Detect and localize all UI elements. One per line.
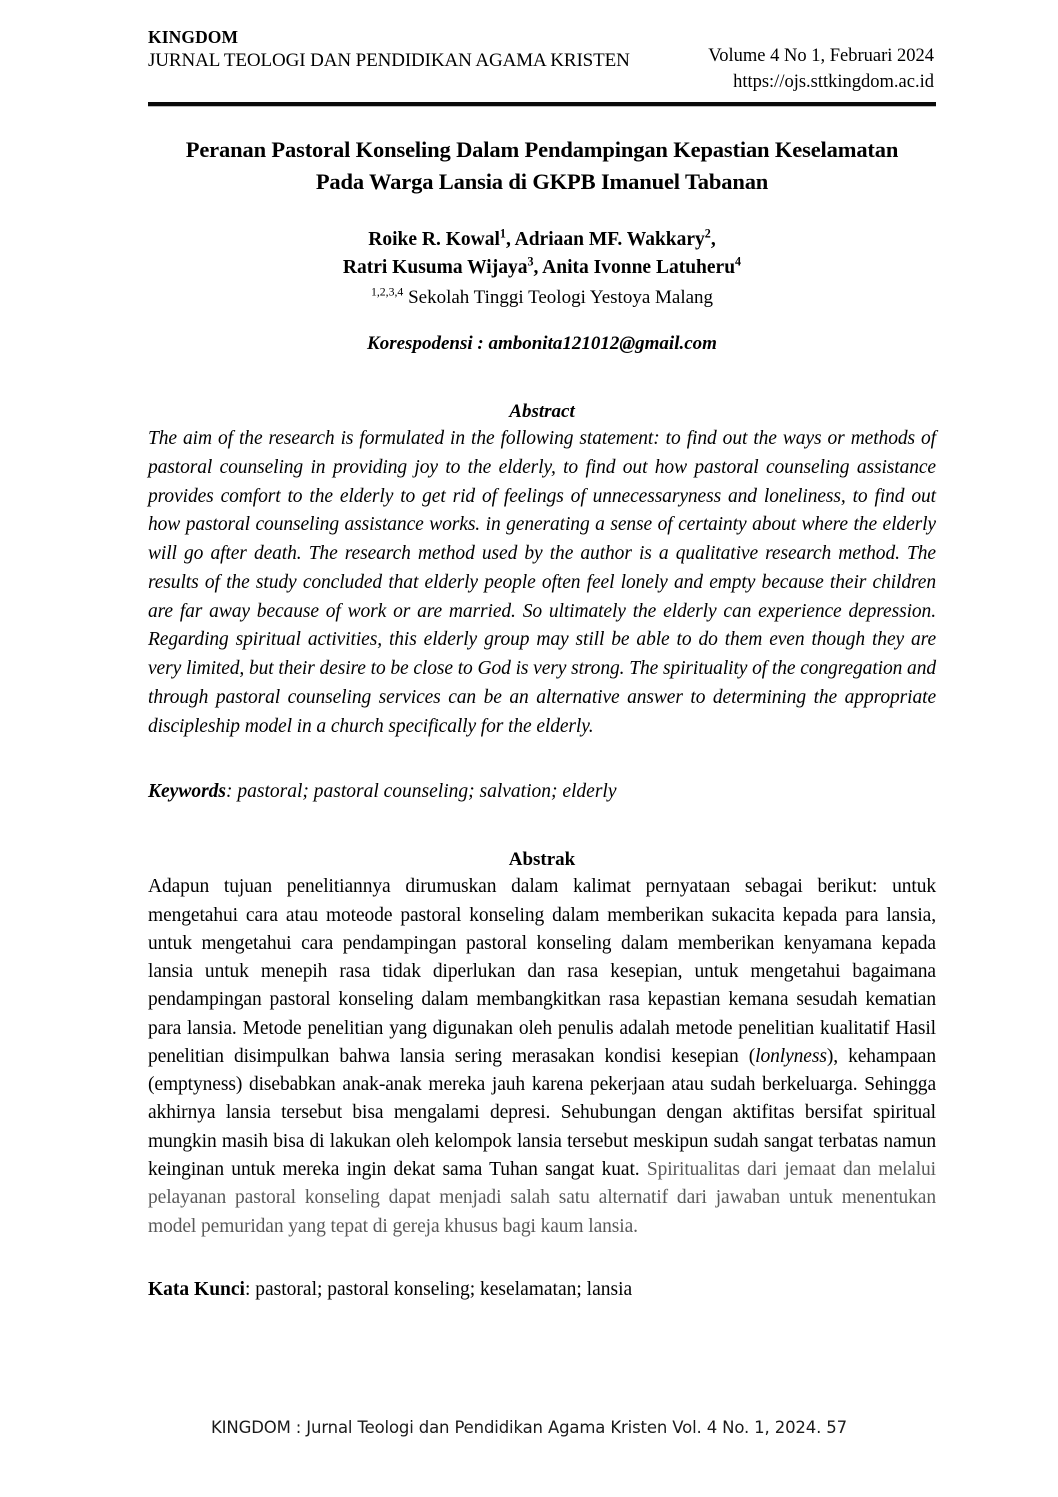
keywords-id-label: Kata Kunci bbox=[148, 1278, 245, 1300]
author-line-2 bbox=[148, 254, 936, 282]
affiliation-markers: 1,2,3,4 bbox=[370, 286, 404, 300]
author-affil-marker-3: 3 bbox=[527, 254, 534, 269]
keywords-en bbox=[148, 781, 936, 803]
correspondence-email[interactable]: Korespodensi : ambonita121012@gmail.com bbox=[367, 333, 717, 355]
affiliation-text: Sekolah Tinggi Teologi Yestoya Malang bbox=[403, 287, 714, 309]
page-content bbox=[148, 0, 936, 1301]
author-affil-marker-2: 2 bbox=[704, 226, 711, 241]
title-line-1: Peranan Pastoral Konseling Dalam Pendampingan Kepastian Keselamatan bbox=[185, 137, 899, 163]
journal-name: KINGDOM bbox=[148, 27, 239, 47]
header-rule bbox=[148, 102, 936, 106]
author-affil-marker-1: 1 bbox=[499, 226, 506, 241]
spacer-before-abstrak bbox=[148, 803, 936, 849]
journal-subtitle: JURNAL TEOLOGI DAN PENDIDIKAN AGAMA KRISTEN bbox=[148, 49, 630, 71]
keywords-en-label: Keywords bbox=[148, 781, 226, 803]
abstrak-body-part-1: Adapun tujuan penelitiannya dirumuskan dalam kalimat pernyataan sebagai berikut: untuk mengetahui cara atau moteode pastoral konseling dalam memberikan sukacita kepada para lansia, untuk mengetahui cara pendampingan pastoral konseling dalam memberikan kenyamana kepada lansia untuk menepih rasa tidak diperlukan dan rasa kesepian, untuk mengetahui bagaimana pendampingan pastoral konseling dalam membangkitkan rasa kepastian kemana sesudah kematian para lansia. Metode penelitian yang digunakan oleh penulis adalah metode penelitian kualitatif Hasil penelitian disimpulkan bahwa lansia sering merasakan kondisi kesepian ( bbox=[148, 876, 936, 1067]
author-line-1-trailing: , bbox=[710, 228, 716, 250]
volume-issue-date: Volume 4 No 1, Februari 2024 bbox=[708, 46, 934, 66]
abstract-heading: Abstract bbox=[509, 401, 575, 423]
journal-url: https://ojs.sttkingdom.ac.id bbox=[733, 71, 934, 92]
author-name-4: , Anita Ivonne Latuheru bbox=[533, 257, 736, 279]
author-name-3: Ratri Kusuma Wijaya bbox=[342, 257, 528, 279]
affiliation bbox=[148, 285, 936, 311]
spacer-before-abstract bbox=[148, 355, 936, 401]
author-name-1: Roike R. Kowal bbox=[368, 228, 500, 250]
keywords-id-value: : pastoral; pastoral konseling; keselamatan; lansia bbox=[244, 1278, 633, 1300]
keywords-en-value: : pastoral; pastoral counseling; salvation; elderly bbox=[226, 781, 617, 803]
masthead bbox=[148, 0, 936, 95]
page-footer: KINGDOM : Jurnal Teologi dan Pendidikan Agama Kristen Vol. 4 No. 1, 2024. 57 bbox=[211, 1418, 847, 1437]
author-name-2: , Adriaan MF. Wakkary bbox=[505, 228, 705, 250]
masthead-left bbox=[148, 26, 630, 73]
abstrak-body bbox=[148, 873, 936, 1240]
abstract-body: The aim of the research is formulated in the following statement: to find out the ways or methods of pastoral counseling in providing joy to the elderly, to find out how pastoral counseling assistance provides comfort to the elderly to get rid of feelings of unnecessaryness and loneliness, to find out how pastoral counseling assistance works. in generating a sense of certainty about where the elderly will go after death. The research method used by the author is a qualitative research method. The results of the study concluded that elderly people often feel lonely and empty because their children are far away because of work or are married. So ultimately the elderly can experience depression. Regarding spiritual activities, this elderly group may still be able to do them even though they are very limited, but their desire to be close to God is very strong. The spirituality of the congregation and through pastoral counseling services can be an alternative answer to determining the appropriate discipleship model in a church specifically for the elderly. bbox=[148, 428, 936, 737]
masthead-right bbox=[708, 26, 936, 95]
author-list bbox=[148, 226, 936, 283]
author-line-1 bbox=[148, 226, 936, 254]
page-title bbox=[148, 134, 936, 198]
keywords-id bbox=[148, 1279, 936, 1301]
title-line-2: Pada Warga Lansia di GKPB Imanuel Tabanan bbox=[315, 168, 769, 194]
abstrak-term-lonlyness: lonlyness bbox=[755, 1045, 827, 1067]
author-affil-marker-4: 4 bbox=[735, 254, 742, 269]
abstrak-body-part-2: ), kehampaan (emptyness) disebabkan anak-anak mereka jauh karena pekerjaan atau sudah berkeluarga. Sehingga akhirnya lansia tersebut bisa mengalami depresi. Sehubungan dengan aktifitas bersifat spiritual mungkin masih bisa di lakukan oleh kelompok lansia tersebut meskipun sudah sangat terbatas namun keinginan untuk mereka ingin dekat sama Tuhan sangat kuat. bbox=[148, 1045, 936, 1180]
abstrak-body-part-3: Spiritualitas dari jemaat dan melalui pelayanan pastoral konseling dapat menjadi salah satu alternatif dari jawaban untuk menentukan model pemuridan yang tepat di gereja khusus bagi kaum lansia. bbox=[148, 1158, 936, 1237]
abstrak-heading: Abstrak bbox=[508, 849, 576, 871]
